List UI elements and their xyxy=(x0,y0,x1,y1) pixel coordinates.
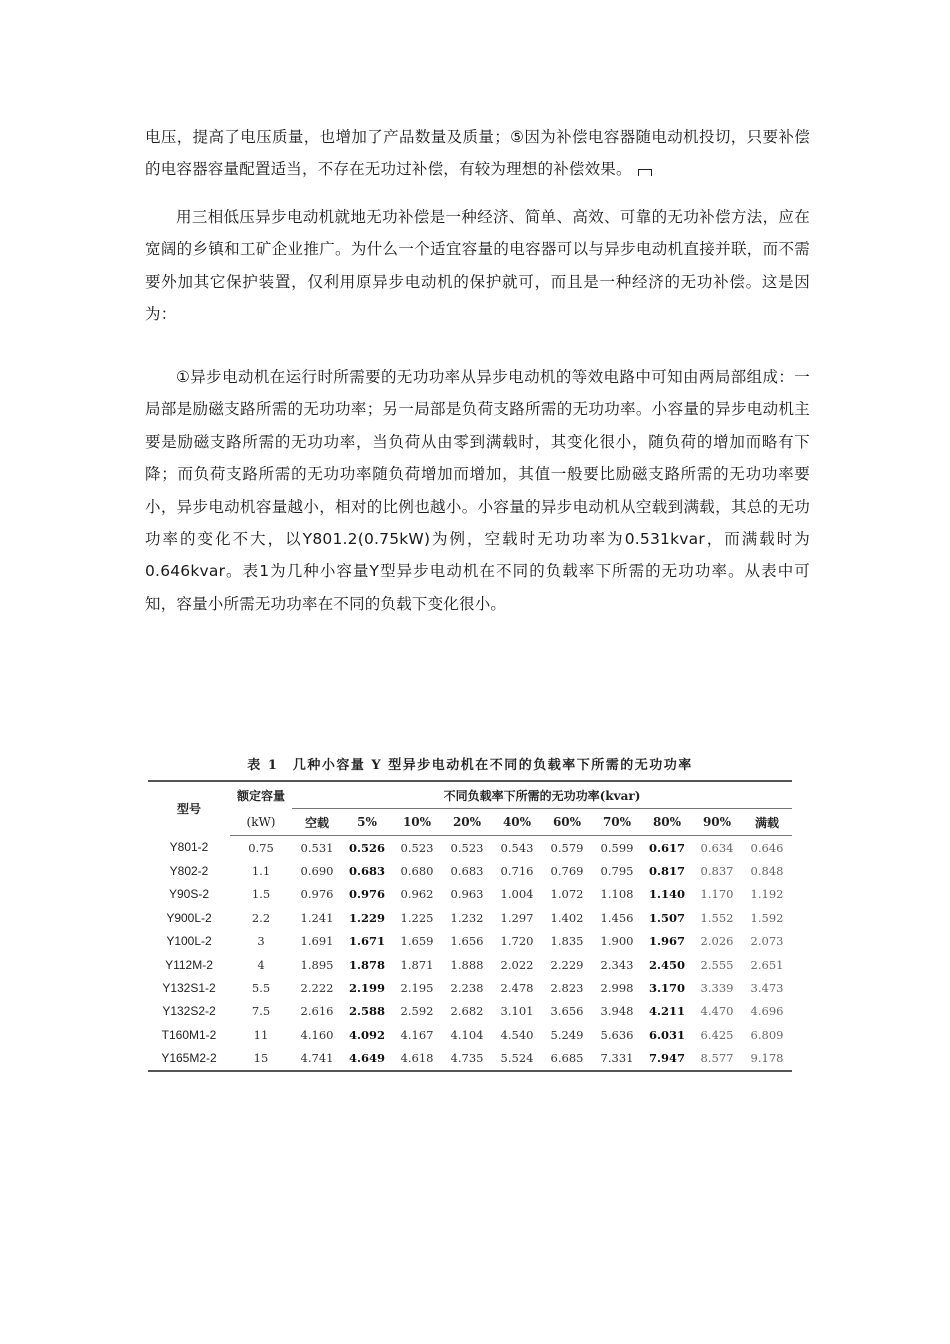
cell-reactive-power: 5.636 xyxy=(600,1027,634,1042)
header-model: 型号 xyxy=(148,781,230,836)
cell-reactive-power: 3.948 xyxy=(600,1004,634,1019)
cell-rated-kw: 3 xyxy=(257,934,265,949)
cell-reactive-power: 1.720 xyxy=(500,934,534,949)
header-load-rate: 5% xyxy=(342,809,392,836)
cell-rated-kw: 1.5 xyxy=(251,887,271,902)
cell-model: Y112M-2 xyxy=(165,957,213,972)
header-load-rate: 40% xyxy=(492,809,542,836)
cell-reactive-power: 1.691 xyxy=(300,934,334,949)
cell-reactive-power: 0.962 xyxy=(400,887,434,902)
cell-model: Y90S-2 xyxy=(168,887,210,902)
table-figure xyxy=(148,752,792,1072)
cell-reactive-power: 0.543 xyxy=(500,840,534,855)
cell-reactive-power: 1.232 xyxy=(450,910,484,925)
table-row xyxy=(148,883,792,906)
cell-reactive-power: 9.178 xyxy=(742,1047,792,1071)
cell-reactive-power: 0.526 xyxy=(348,840,385,855)
cell-reactive-power: 0.579 xyxy=(550,840,584,855)
cell-reactive-power: 4.618 xyxy=(392,1047,442,1071)
cell-reactive-power: 0.523 xyxy=(450,840,484,855)
cell-reactive-power: 4.211 xyxy=(648,1004,685,1019)
cell-reactive-power: 1.659 xyxy=(400,934,434,949)
header-load-rate: 20% xyxy=(442,809,492,836)
cell-reactive-power: 0.848 xyxy=(750,864,784,879)
header-rated-capacity: 额定容量 xyxy=(230,781,292,809)
cell-rated-kw: 1.1 xyxy=(251,864,271,879)
cell-reactive-power: 0.795 xyxy=(600,864,634,879)
cell-reactive-power: 1.241 xyxy=(300,910,334,925)
cell-reactive-power: 2.998 xyxy=(600,981,634,996)
cell-reactive-power: 0.976 xyxy=(300,887,334,902)
cell-reactive-power: 6.685 xyxy=(542,1047,592,1071)
cell-reactive-power: 1.656 xyxy=(450,934,484,949)
reactive-power-table xyxy=(148,780,792,1072)
cell-reactive-power: 2.199 xyxy=(348,981,385,996)
cell-rated-kw: 0.75 xyxy=(248,840,274,855)
cell-rated-kw: 7.5 xyxy=(251,1004,271,1019)
cell-reactive-power: 1.140 xyxy=(648,887,685,902)
cell-reactive-power: 0.716 xyxy=(500,864,534,879)
cell-reactive-power: 2.343 xyxy=(600,957,634,972)
cell-reactive-power: 0.634 xyxy=(700,840,734,855)
header-load-rate: 70% xyxy=(592,809,642,836)
cell-reactive-power: 0.683 xyxy=(348,864,385,879)
cell-reactive-power: 7.331 xyxy=(592,1047,642,1071)
cell-reactive-power: 4.104 xyxy=(450,1027,484,1042)
table-row xyxy=(148,1047,792,1071)
cell-reactive-power: 1.004 xyxy=(500,887,534,902)
cell-reactive-power: 0.523 xyxy=(400,840,434,855)
cell-reactive-power: 3.473 xyxy=(750,981,784,996)
cell-reactive-power: 2.195 xyxy=(400,981,434,996)
cell-model: Y132S1-2 xyxy=(162,981,216,996)
cell-reactive-power: 1.072 xyxy=(550,887,584,902)
cell-model: Y802-2 xyxy=(169,864,209,879)
cell-reactive-power: 5.249 xyxy=(550,1027,584,1042)
cell-model: T160M1-2 xyxy=(161,1027,217,1042)
cell-model: Y801-2 xyxy=(169,840,209,855)
table-row xyxy=(148,976,792,999)
header-load-rate: 满载 xyxy=(742,809,792,836)
cell-reactive-power: 1.456 xyxy=(600,910,634,925)
cell-reactive-power: 2.823 xyxy=(550,981,584,996)
cell-reactive-power: 3.339 xyxy=(700,981,734,996)
table-row xyxy=(148,859,792,882)
table-row xyxy=(148,1000,792,1023)
cell-reactive-power: 2.450 xyxy=(648,957,685,972)
table-row xyxy=(148,836,792,860)
cell-reactive-power: 4.741 xyxy=(292,1047,342,1071)
table-row xyxy=(148,930,792,953)
cell-reactive-power: 1.170 xyxy=(700,887,734,902)
cell-reactive-power: 4.092 xyxy=(348,1027,385,1042)
cell-reactive-power: 1.592 xyxy=(750,910,784,925)
cell-reactive-power: 4.470 xyxy=(700,1004,734,1019)
paragraph-1-text: 电压，提高了电压质量，也增加了产品数量及质量；⑤因为补偿电容器随电动机投切，只要补偿的电容器容量配置适当，不存在无功过补偿，有较为理想的补偿效果。 xyxy=(145,128,810,179)
cursor-mark xyxy=(638,169,652,176)
cell-reactive-power: 1.402 xyxy=(550,910,584,925)
cell-reactive-power: 0.976 xyxy=(348,887,385,902)
cell-reactive-power: 2.651 xyxy=(750,957,784,972)
cell-rated-kw: 5.5 xyxy=(251,981,271,996)
cell-reactive-power: 0.683 xyxy=(450,864,484,879)
cell-reactive-power: 2.073 xyxy=(750,934,784,949)
cell-reactive-power: 2.478 xyxy=(500,981,534,996)
table-row xyxy=(148,953,792,976)
cell-reactive-power: 7.947 xyxy=(642,1047,692,1071)
cell-reactive-power: 0.599 xyxy=(600,840,634,855)
cell-reactive-power: 1.192 xyxy=(750,887,784,902)
cell-rated-kw: 15 xyxy=(230,1047,292,1071)
cell-reactive-power: 2.022 xyxy=(500,957,534,972)
cell-reactive-power: 1.871 xyxy=(400,957,434,972)
cell-reactive-power: 3.101 xyxy=(500,1004,534,1019)
cell-reactive-power: 0.680 xyxy=(400,864,434,879)
cell-reactive-power: 4.696 xyxy=(750,1004,784,1019)
cell-reactive-power: 4.649 xyxy=(342,1047,392,1071)
cell-reactive-power: 1.297 xyxy=(500,910,534,925)
header-load-rate: 90% xyxy=(692,809,742,836)
cell-reactive-power: 1.878 xyxy=(348,957,385,972)
cell-reactive-power: 4.160 xyxy=(300,1027,334,1042)
header-load-rate: 60% xyxy=(542,809,592,836)
cell-reactive-power: 1.888 xyxy=(450,957,484,972)
header-rated-unit: (kW) xyxy=(230,809,292,836)
cell-reactive-power: 0.646 xyxy=(750,840,784,855)
cell-reactive-power: 4.167 xyxy=(400,1027,434,1042)
cell-reactive-power: 6.425 xyxy=(700,1027,734,1042)
cell-reactive-power: 1.900 xyxy=(600,934,634,949)
cell-model: Y165M2-2 xyxy=(148,1047,230,1071)
cell-model: Y132S2-2 xyxy=(162,1004,216,1019)
cell-reactive-power: 0.817 xyxy=(648,864,685,879)
cell-reactive-power: 0.769 xyxy=(550,864,584,879)
cell-reactive-power: 1.225 xyxy=(400,910,434,925)
cell-reactive-power: 2.229 xyxy=(550,957,584,972)
paragraph-1 xyxy=(145,121,810,186)
header-load-rate: 10% xyxy=(392,809,442,836)
cell-reactive-power: 3.656 xyxy=(550,1004,584,1019)
cell-reactive-power: 2.026 xyxy=(700,934,734,949)
cell-rated-kw: 4 xyxy=(257,957,265,972)
cell-reactive-power: 1.835 xyxy=(550,934,584,949)
table-row xyxy=(148,1023,792,1046)
cell-reactive-power: 3.170 xyxy=(648,981,685,996)
cell-reactive-power: 1.507 xyxy=(648,910,685,925)
cell-reactive-power: 2.616 xyxy=(300,1004,334,1019)
cell-reactive-power: 6.809 xyxy=(750,1027,784,1042)
header-load-group: 不同负载率下所需的无功功率(kvar) xyxy=(292,781,792,809)
cell-reactive-power: 4.540 xyxy=(500,1027,534,1042)
cell-reactive-power: 8.577 xyxy=(692,1047,742,1071)
header-load-rate: 80% xyxy=(642,809,692,836)
header-load-rate: 空载 xyxy=(292,809,342,836)
paragraph-3: ①异步电动机在运行时所需要的无功功率从异步电动机的等效电路中可知由两局部组成：一局部是励磁支路所需的无功功率；另一局部是负荷支路所需的无功功率。小容量的异步电动机主要是励磁支路所需的无功功率，当负荷从由零到满载时，其变化很小，随负荷的增加而略有下降；而负荷支路所需的无功功率随负荷增加而增加，其值一般要比励磁支路所需的无功功率要小，异步电动机容量越小，相对的比例也越小。小容量的异步电动机从空载到满载，其总的无功功率的变化不大，以Y801.2(0.75kW)为例，空载时无功功率为0.531kvar，而满载时为0.646kvar。表1为几种小容量Y型异步电动机在不同的负载率下所需的无功功率。从表中可知，容量小所需无功功率在不同的负载下变化很小。 xyxy=(145,368,810,613)
paragraph-2: 用三相低压异步电动机就地无功补偿是一种经济、简单、高效、可靠的无功补偿方法，应在宽阔的乡镇和工矿企业推广。为什么一个适宜容量的电容器可以与异步电动机直接并联，而不需要外加其它保护装置，仅利用原异步电动机的保护就可，而且是一种经济的无功补偿。这是因为： xyxy=(145,208,810,324)
cell-reactive-power: 1.967 xyxy=(648,934,685,949)
cell-model: Y100L-2 xyxy=(166,934,212,949)
cell-reactive-power: 1.229 xyxy=(348,910,385,925)
cell-reactive-power: 0.963 xyxy=(450,887,484,902)
cell-reactive-power: 0.837 xyxy=(700,864,734,879)
cell-reactive-power: 2.222 xyxy=(300,981,334,996)
cell-reactive-power: 1.552 xyxy=(700,910,734,925)
table-title: 表 1 几种小容量 Y 型异步电动机在不同的负载率下所需的无功功率 xyxy=(247,758,693,773)
cell-reactive-power: 5.524 xyxy=(492,1047,542,1071)
cell-reactive-power: 2.588 xyxy=(348,1004,385,1019)
cell-reactive-power: 2.682 xyxy=(450,1004,484,1019)
cell-reactive-power: 2.555 xyxy=(700,957,734,972)
cell-reactive-power: 1.895 xyxy=(300,957,334,972)
cell-reactive-power: 2.592 xyxy=(400,1004,434,1019)
cell-reactive-power: 4.735 xyxy=(442,1047,492,1071)
cell-rated-kw: 11 xyxy=(253,1027,269,1042)
cell-reactive-power: 1.108 xyxy=(600,887,634,902)
table-row xyxy=(148,906,792,929)
cell-rated-kw: 2.2 xyxy=(251,910,271,925)
cell-reactive-power: 0.690 xyxy=(300,864,334,879)
cell-reactive-power: 6.031 xyxy=(648,1027,685,1042)
cell-reactive-power: 0.617 xyxy=(648,840,685,855)
cell-reactive-power: 2.238 xyxy=(450,981,484,996)
cell-reactive-power: 1.671 xyxy=(348,934,385,949)
cell-model: Y900L-2 xyxy=(166,910,212,925)
cell-reactive-power: 0.531 xyxy=(300,840,334,855)
